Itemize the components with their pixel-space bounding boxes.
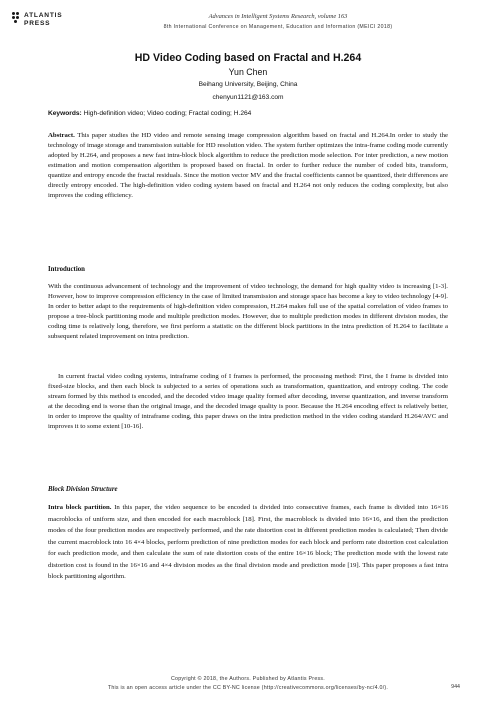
page-number: 944 xyxy=(451,684,460,690)
keywords-text: High-definition video; Video coding; Fractal coding; H.264 xyxy=(83,110,252,117)
abstract-label: Abstract. xyxy=(48,132,75,139)
abstract-text: This paper studies the HD video and remote sensing image compression algorithm based on fractal and H.264.In order to study the technology of image storage and transmission suitable for HD resolution video. The system further optimizes the intra-frame coding mode currently adopted by H.264, and proposes a new fast intra-block block algorithm to reduce the prediction mode selection. For inter prediction, a new motion estimation and motion compensation algorithm is proposed based on fractal. In order to further reduce the number of coded bits, transform, quantize and entropy encode the fractal residuals. Since the motion vector MV and the fractal coefficients cannot be quantized, their differences are directly entropy encoded. The high-definition video coding system based on fractal and H.264 not only reduces the coding complexity, but also improves the coding efficiency. xyxy=(48,132,448,199)
journal-name: Advances in Intelligent Systems Research, volume 163 xyxy=(208,13,348,20)
author-email: chenyun1121@163.com xyxy=(212,94,284,101)
publisher-logo xyxy=(12,10,72,36)
intro-paragraph-2: In current fractal video coding systems, intraframe coding of I frames is performed, the processing method: First, the I frame is divided into fixed-size blocks, and then each block is subjected to a series of operations such as transformation, quantization, and entropy coding. The code stream formed by this method is encoded, and the decoded video image quality formed after decoding, inverse quantization, and inverse transform at the decoding end is worse than the original image, and the decoded image quality is poor. Because the H.264 encoding effect is relatively better, in order to improve the quality of intraframe coding, this paper draws on the intra prediction method in the video coding standard H.264/AVC and improves it to some extent [10-16]. xyxy=(48,373,448,430)
author-affiliation: Beihang University, Beijing, China xyxy=(198,81,298,88)
block-division-heading: Block Division Structure xyxy=(48,486,118,493)
copyright-notice: Copyright © 2018, the Authors. Published by Atlantis Press. xyxy=(170,676,326,682)
paper-title: HD Video Coding based on Fractal and H.264 xyxy=(134,52,362,64)
keywords-label: Keywords: xyxy=(48,110,82,117)
atlantis-logo-icon xyxy=(12,12,22,22)
intro-paragraph-1: With the continuous advancement of technology and the improvement of video technology, the demand for high quality video is increasing [1-3]. However, how to improve compression efficiency in the case of limited transmission and storage space has become a key to video technology [4-9]. In order to better adapt to the requirements of high-definition video compression, H.264 makes full use of the spatial correlation of video frames to propose a tree-block partitioning mode and multiple prediction modes. However, due to multiple prediction modes in different division modes, the coding time is relatively long, therefore, we first perform a statistic on the different block partitions in the intra prediction of H.264 to facilitate a subsequent related improvement on intra prediction. xyxy=(48,283,448,340)
introduction-heading: Introduction xyxy=(48,266,85,273)
publisher-logo-text: ATLANTIS PRESS xyxy=(24,12,63,27)
block-paragraph xyxy=(48,502,448,583)
intra-block-partition-label: Intra block partition. xyxy=(48,504,112,511)
license-notice: This is an open access article under the CC BY-NC license (http://creativecommons.org/licenses/by-nc/4.0/). xyxy=(107,685,389,691)
block-paragraph-text: In this paper, the video sequence to be encoded is divided into consecutive frames, each frame is divided into 16×16 macroblocks of uniform size, and then encoded for each macroblock [18]. First, the macroblock is divided into 16×16, and then the prediction modes of the four prediction modes are respectively performed, and the rate distortion cost in different prediction modes is calculated; Then divide the current macroblock into 16 4×4 blocks, perform prediction of nine prediction modes for each block and perform rate distortion cost calculation for each prediction mode, and then calculate the sum of rate distortion costs of the entire 16×16 block; The prediction mode with the lowest rate distortion cost is found in the 16×16 and 4×4 division modes as the final division mode and prediction mode [19]. This paper proposes a fast intra block partitioning algorithm. xyxy=(48,504,448,580)
keywords xyxy=(48,110,456,117)
paper-author: Yun Chen xyxy=(228,67,268,77)
conference-name: 8th International Conference on Management, Education and Information (MEICI 2018) xyxy=(163,24,393,30)
abstract-paragraph xyxy=(48,131,448,201)
